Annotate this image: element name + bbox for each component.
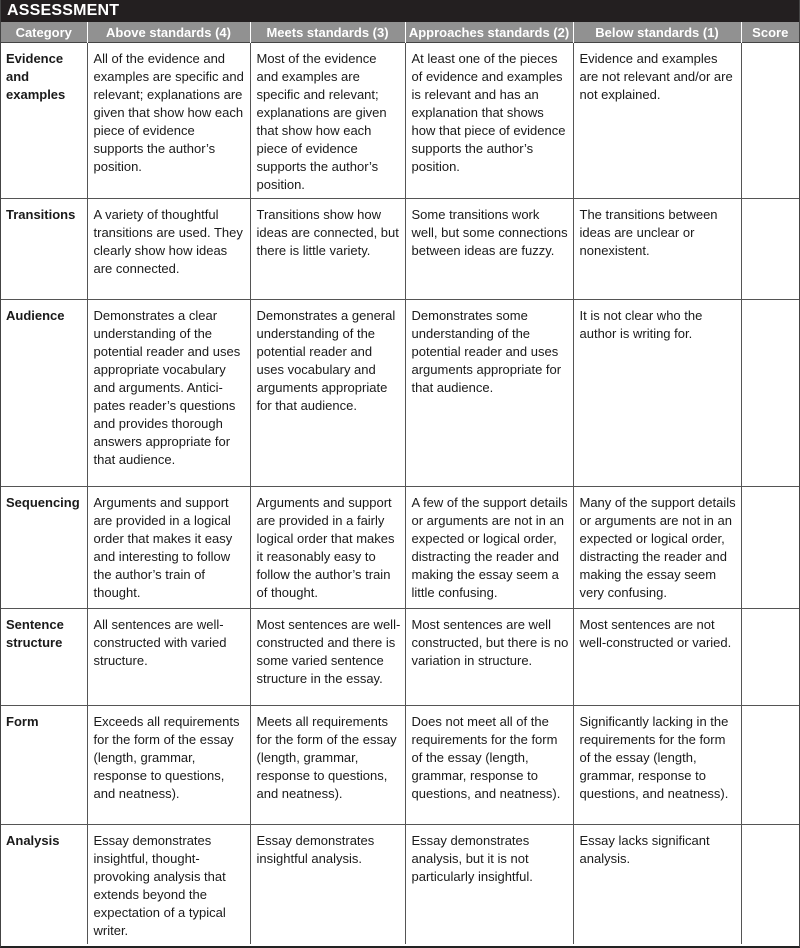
approaches-standards-cell: Most sentences are well constructed, but there is no variation in structure. [405,609,573,706]
below-standards-cell: Evidence and examples are not relevant and/or are not explained. [573,43,741,199]
header-score: Score [741,22,799,43]
above-standards-cell: Essay demonstrates insightful, thought-provoking analysis that extends beyond the expectation of a typical writer. [87,825,250,945]
category-cell: Analysis [1,825,87,945]
above-standards-cell: Exceeds all requirements for the form of the essay (length, grammar, response to questions, and neatness). [87,706,250,825]
above-standards-cell: All sentences are well-constructed with varied structure. [87,609,250,706]
category-cell: Form [1,706,87,825]
above-standards-cell: Arguments and support are provided in a logical order that makes it easy and interesting to follow the author’s train of thought. [87,487,250,609]
meets-standards-cell: Arguments and support are provided in a fairly logical order that makes it reasonably easy to follow the author’s train of thought. [250,487,405,609]
score-cell [741,825,799,945]
header-approaches-standards: Approaches standards (2) [405,22,573,43]
approaches-standards-cell: A few of the support details or arguments are not in an expected or logical order, distracting the reader and making the essay seem a little confusing. [405,487,573,609]
category-cell: Evidence and examples [1,43,87,199]
above-standards-cell: All of the evidence and examples are specific and relevant; explanations are given that show how each piece of evidence supports the author’s position. [87,43,250,199]
rubric-title: ASSESSMENT [1,0,799,22]
table-row [1,300,799,487]
below-standards-cell: Significantly lacking in the requirements for the form of the essay (length, grammar, response to questions, and neatness). [573,706,741,825]
category-cell: Transitions [1,199,87,300]
score-cell [741,199,799,300]
header-row [1,22,799,43]
meets-standards-cell: Meets all requirements for the form of the essay (length, grammar, response to questions, and neatness). [250,706,405,825]
header-below-standards: Below standards (1) [573,22,741,43]
score-cell [741,300,799,487]
above-standards-cell: Demonstrates a clear understanding of the potential reader and uses appropriate vocabulary and arguments. Anticipates reader’s questions and provides thorough answers appropriate for that audience. [87,300,250,487]
meets-standards-cell: Transitions show how ideas are connected, but there is little variety. [250,199,405,300]
table-row [1,199,799,300]
header-meets-standards: Meets standards (3) [250,22,405,43]
below-standards-cell: Many of the support details or arguments are not in an expected or logical order, distracting the reader and making the essay seem very confusing. [573,487,741,609]
score-cell [741,487,799,609]
below-standards-cell: Most sentences are not well-constructed or varied. [573,609,741,706]
header-above-standards: Above standards (4) [87,22,250,43]
score-cell [741,43,799,199]
category-cell: Sentence structure [1,609,87,706]
approaches-standards-cell: Some transitions work well, but some connections between ideas are fuzzy. [405,199,573,300]
meets-standards-cell: Most sentences are well-constructed and there is some varied sentence structure in the essay. [250,609,405,706]
below-standards-cell: The transitions between ideas are unclear or nonexistent. [573,199,741,300]
rubric-table [1,22,799,944]
approaches-standards-cell: Does not meet all of the requirements for the form of the essay (length, grammar, response to questions, and neatness). [405,706,573,825]
meets-standards-cell: Demonstrates a general understanding of the potential reader and uses vocabulary and arguments appropriate for that audience. [250,300,405,487]
below-standards-cell: It is not clear who the author is writing for. [573,300,741,487]
above-standards-cell: A variety of thoughtful transitions are used. They clearly show how ideas are connected. [87,199,250,300]
meets-standards-cell: Essay demonstrates insightful analysis. [250,825,405,945]
category-cell: Audience [1,300,87,487]
meets-standards-cell: Most of the evidence and examples are specific and relevant; explanations are given that show how each piece of evidence supports the author’s position. [250,43,405,199]
approaches-standards-cell: At least one of the pieces of evidence and examples is relevant and has an explanation that shows how that piece of evidence supports the author’s position. [405,43,573,199]
below-standards-cell: Essay lacks significant analysis. [573,825,741,945]
table-row [1,609,799,706]
approaches-standards-cell: Essay demonstrates analysis, but it is not particularly insightful. [405,825,573,945]
table-row [1,43,799,199]
table-row [1,706,799,825]
score-cell [741,706,799,825]
header-category: Category [1,22,87,43]
score-cell [741,609,799,706]
table-row [1,487,799,609]
approaches-standards-cell: Demonstrates some understanding of the potential reader and uses arguments appropriate for that audience. [405,300,573,487]
table-row [1,825,799,945]
category-cell: Sequencing [1,487,87,609]
